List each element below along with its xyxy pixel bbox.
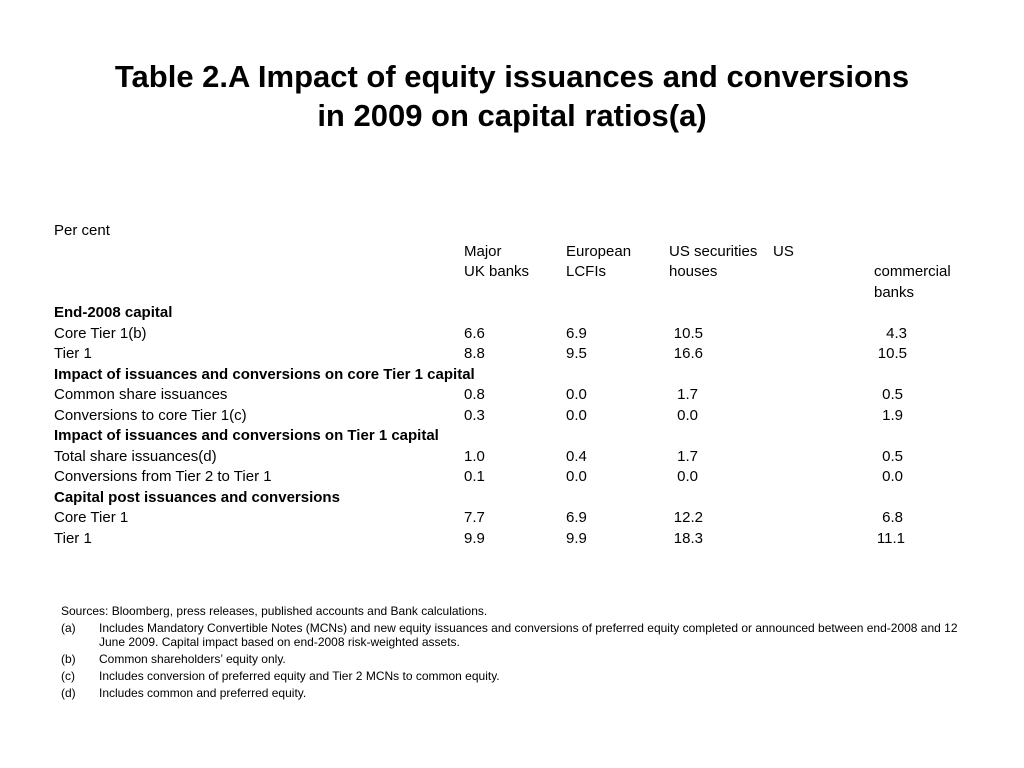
table-cell: 11.1	[876, 530, 905, 547]
column-header-european-lcfis: LCFIs	[566, 263, 607, 280]
table-cell: 0.4	[566, 448, 587, 465]
table-cell: 16.6	[673, 345, 703, 362]
table-cell: 9.5	[566, 345, 587, 362]
column-header-us-securities-houses: US securities	[669, 243, 758, 260]
table-cell: 7.7	[464, 509, 485, 526]
table-cell: 0.8	[464, 386, 485, 403]
column-header-european-lcfis: European	[566, 243, 632, 260]
table-cell: 0.0	[677, 468, 698, 485]
footnote-text: Includes Mandatory Convertible Notes (MCNs) and new equity issuances and conversions of preferred equity completed or announced between end-2008 and 12 June 2009. Capital impact based on end-2008 risk-weighted assets.	[99, 621, 958, 649]
row-label: Conversions from Tier 2 to Tier 1	[54, 468, 272, 485]
table-cell: 6.9	[566, 509, 587, 526]
column-header-us-commercial-banks: commercial	[874, 263, 951, 280]
table-cell: 0.0	[566, 386, 587, 403]
row-label: Total share issuances(d)	[54, 448, 217, 465]
table-cell: 0.1	[464, 468, 485, 485]
footnote-marker: (a)	[61, 621, 76, 635]
column-header-us-commercial-banks: banks	[874, 284, 915, 301]
table-cell: 1.7	[677, 386, 698, 403]
table-cell: 6.6	[464, 325, 485, 342]
table-cell: 1.7	[677, 448, 698, 465]
section-heading: Impact of issuances and conversions on Tier 1 capital	[54, 427, 439, 444]
footnote-text: Common shareholders’ equity only.	[99, 652, 286, 666]
table-cell: 9.9	[566, 530, 587, 547]
column-header-us-commercial-banks: US	[773, 243, 794, 260]
row-label: Tier 1	[54, 530, 92, 547]
row-label: Core Tier 1	[54, 509, 129, 526]
footnote-marker: (d)	[61, 686, 76, 700]
table-cell: 0.0	[677, 407, 698, 424]
footnote-marker: (b)	[61, 652, 76, 666]
column-header-uk-banks: Major	[464, 243, 502, 260]
table-cell: 6.9	[566, 325, 587, 342]
footnote	[61, 686, 961, 700]
table-cell: 4.3	[886, 325, 907, 342]
table-cell: 9.9	[464, 530, 485, 547]
column-header-uk-banks: UK banks	[464, 263, 530, 280]
table-cell: 0.5	[882, 386, 903, 403]
table-cell: 10.5	[673, 325, 703, 342]
row-label: Conversions to core Tier 1(c)	[54, 407, 247, 424]
footnote-text: Includes common and preferred equity.	[99, 686, 307, 700]
table-cell: 0.5	[882, 448, 903, 465]
footnote	[61, 621, 961, 649]
table-cell: 0.3	[464, 407, 485, 424]
footnote-marker: (c)	[61, 669, 75, 683]
unit-label: Per cent	[54, 222, 110, 239]
row-label: Common share issuances	[54, 386, 228, 403]
section-heading: End-2008 capital	[54, 304, 173, 321]
table-cell: 8.8	[464, 345, 485, 362]
title-line-1: Table 2.A Impact of equity issuances and conversions	[114, 59, 910, 94]
table-cell: 12.2	[673, 509, 703, 526]
table-cell: 0.0	[566, 407, 587, 424]
table-cell: 6.8	[882, 509, 903, 526]
table-cell: 0.0	[566, 468, 587, 485]
column-header-us-securities-houses: houses	[669, 263, 718, 280]
footnote	[61, 652, 961, 666]
title-line-2: in 2009 on capital ratios(a)	[317, 98, 707, 133]
table-cell: 10.5	[877, 345, 907, 362]
sources-note: Sources: Bloomberg, press releases, published accounts and Bank calculations.	[61, 604, 488, 618]
table-cell: 1.0	[464, 448, 485, 465]
table-cell: 18.3	[673, 530, 703, 547]
row-label: Tier 1	[54, 345, 92, 362]
row-label: Core Tier 1(b)	[54, 325, 147, 342]
section-heading: Capital post issuances and conversions	[54, 489, 340, 506]
table-cell: 0.0	[882, 468, 903, 485]
section-heading: Impact of issuances and conversions on core Tier 1 capital	[54, 366, 475, 383]
footnote-text: Includes conversion of preferred equity and Tier 2 MCNs to common equity.	[99, 669, 500, 683]
footnote	[61, 669, 961, 683]
table-cell: 1.9	[882, 407, 903, 424]
footnotes	[61, 604, 961, 703]
